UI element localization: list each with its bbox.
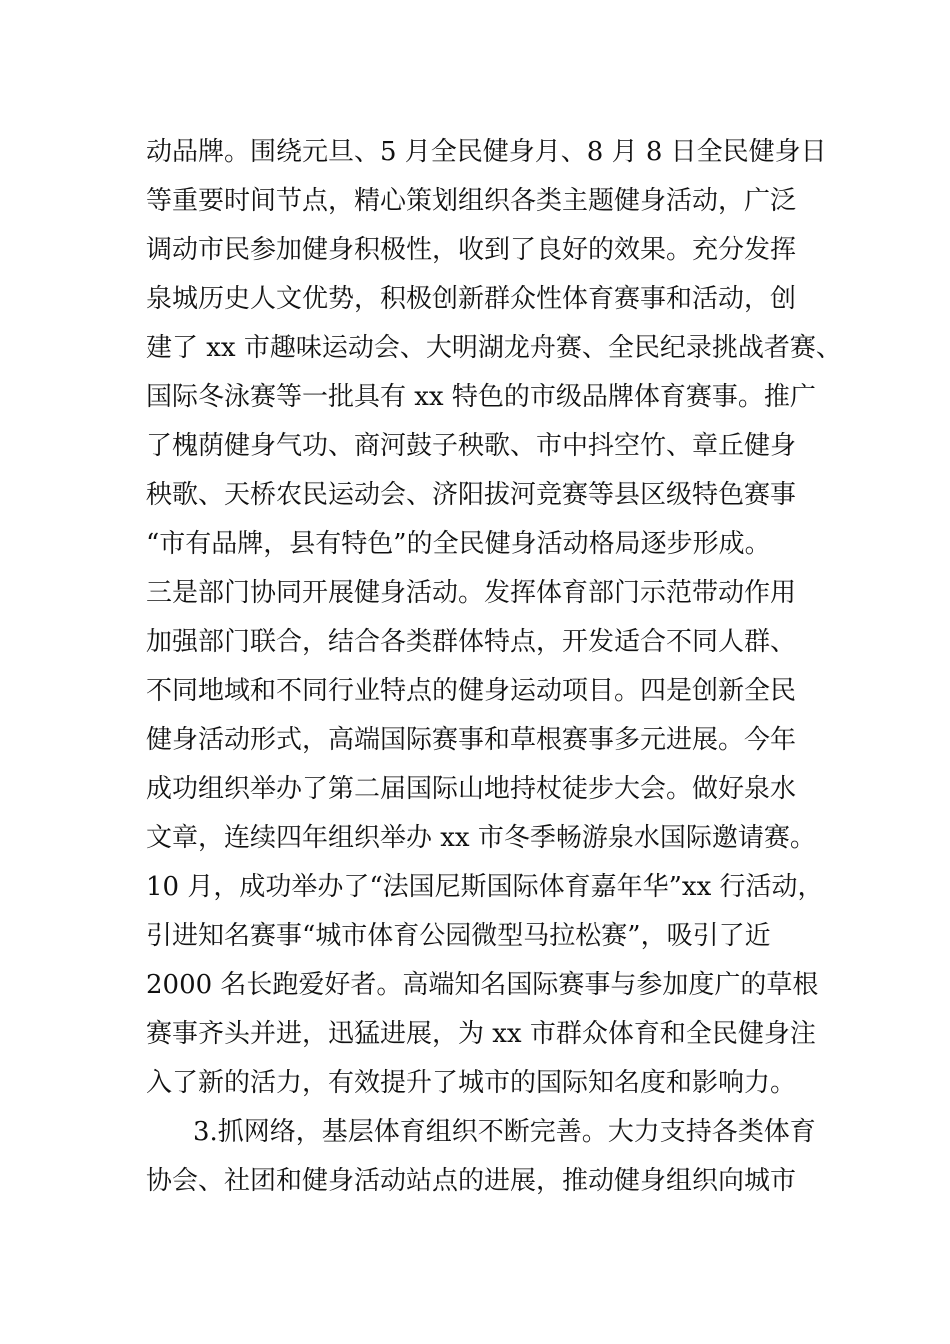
body-text	[146, 128, 846, 1206]
text-line: 健身活动形式，高端国际赛事和草根赛事多元进展。今年	[146, 725, 797, 755]
text-line: 泉城历史人文优势，积极创新群众性体育赛事和活动，创	[146, 284, 797, 314]
text-line: 成功组织举办了第二届国际山地持杖徒步大会。做好泉水	[146, 774, 797, 804]
text-line: 秧歌、天桥农民运动会、济阳拔河竞赛等县区级特色赛事	[146, 480, 797, 510]
text-line: 入了新的活力，有效提升了城市的国际知名度和影响力。	[146, 1068, 797, 1098]
text-line: 调动市民参加健身积极性，收到了良好的效果。充分发挥	[146, 235, 797, 265]
text-line: “市有品牌，县有特色”的全民健身活动格局逐步形成。	[146, 529, 771, 559]
text-line: 2000 名长跑爱好者。高端知名国际赛事与参加度广的草根	[146, 970, 819, 1000]
text-line: 建了 xx 市趣味运动会、大明湖龙舟赛、全民纪录挑战者赛、	[146, 333, 842, 363]
text-line: 引进知名赛事“城市体育公园微型马拉松赛”，吸引了近	[146, 921, 771, 951]
text-line: 了槐荫健身气功、商河鼓子秧歌、市中抖空竹、章丘健身	[146, 431, 797, 461]
text-line: 三是部门协同开展健身活动。发挥体育部门示范带动作用	[146, 578, 797, 608]
text-line: 10 月，成功举办了“法国尼斯国际体育嘉年华”xx 行活动，	[146, 872, 824, 902]
text-line: 文章，连续四年组织举办 xx 市冬季畅游泉水国际邀请赛。	[146, 823, 816, 853]
text-line: 加强部门联合，结合各类群体特点，开发适合不同人群、	[146, 627, 797, 657]
text-line: 不同地域和不同行业特点的健身运动项目。四是创新全民	[146, 676, 797, 706]
paragraph-start-line: 3.抓网络，基层体育组织不断完善。大力支持各类体育	[193, 1117, 816, 1147]
text-line: 赛事齐头并进，迅猛进展，为 xx 市群众体育和全民健身注	[146, 1019, 816, 1049]
text-line: 等重要时间节点，精心策划组织各类主题健身活动，广泛	[146, 186, 797, 216]
text-line: 动品牌。围绕元旦、5 月全民健身月、8 月 8 日全民健身日	[146, 137, 827, 167]
text-line: 国际冬泳赛等一批具有 xx 特色的市级品牌体育赛事。推广	[146, 382, 816, 412]
text-line: 协会、社团和健身活动站点的进展，推动健身组织向城市	[146, 1166, 797, 1196]
